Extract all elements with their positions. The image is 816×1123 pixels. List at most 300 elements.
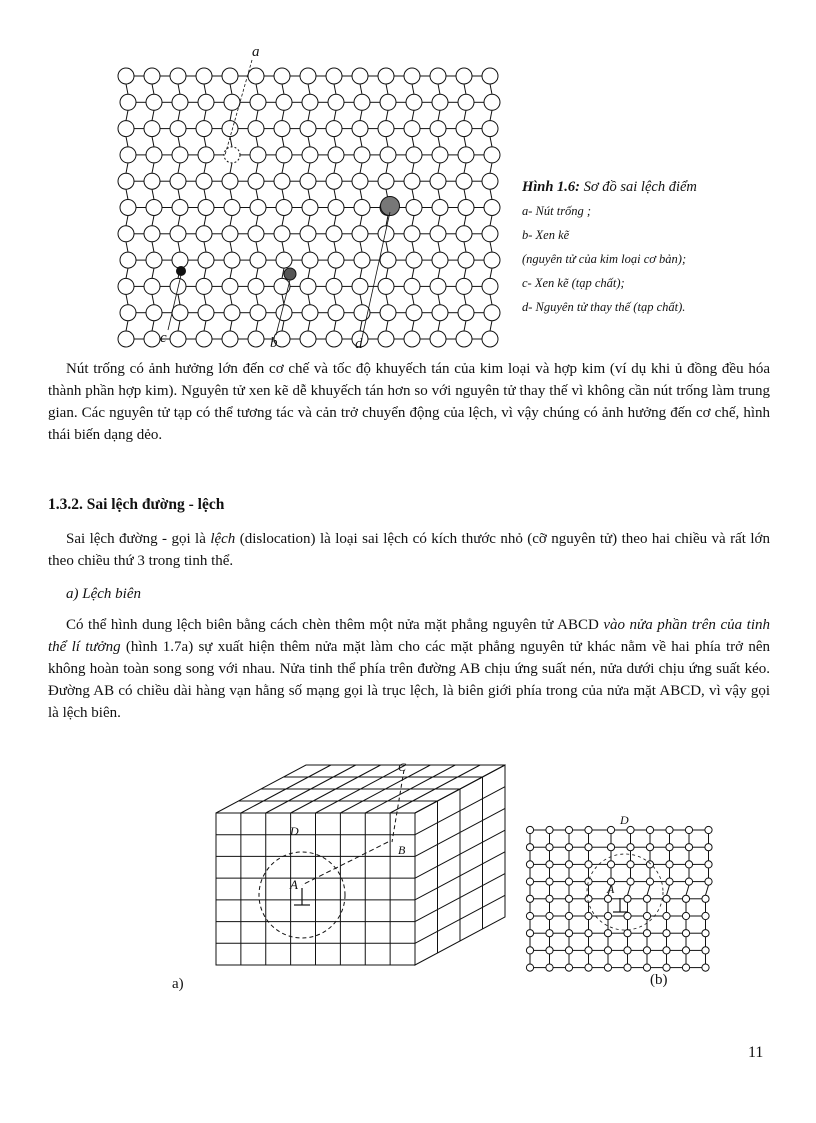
lattice-atom <box>404 226 420 242</box>
lattice-atom <box>624 947 631 954</box>
lattice-atom <box>526 826 533 833</box>
lattice-atom <box>328 200 344 216</box>
lattice-atom <box>302 94 318 110</box>
caption-item-c: c- Xen kẽ (tạp chất); <box>522 276 625 290</box>
lattice-atom <box>404 121 420 137</box>
lattice-bond <box>360 216 362 226</box>
lattice-atom <box>456 121 472 137</box>
caption-title <box>522 176 802 198</box>
lattice-bond <box>204 189 206 199</box>
lattice-atom <box>300 173 316 189</box>
lattice-atom <box>196 173 212 189</box>
lattice-atom <box>196 278 212 294</box>
lattice-bond <box>412 321 414 331</box>
lattice-bond <box>308 110 310 120</box>
lattice-atom <box>352 226 368 242</box>
lattice-atom <box>222 331 238 347</box>
lattice-bond <box>126 137 128 147</box>
lattice-atom <box>565 947 572 954</box>
lattice-atom <box>326 331 342 347</box>
lattice-atom <box>607 861 614 868</box>
lattice-atom <box>624 912 631 919</box>
lattice-bond <box>464 242 466 252</box>
lattice-atom <box>484 94 500 110</box>
lattice-bond <box>706 885 709 895</box>
lattice-atom <box>352 121 368 137</box>
lattice-bond <box>334 137 336 147</box>
lattice-atom <box>224 94 240 110</box>
lattice-atom <box>198 252 214 268</box>
lattice-bond <box>464 84 466 94</box>
lattice-atom <box>222 68 238 84</box>
lattice-bond <box>360 321 362 331</box>
lattice-atom <box>430 331 446 347</box>
label-c: c <box>160 330 167 346</box>
lattice-atom <box>380 305 396 321</box>
lattice-atom <box>482 331 498 347</box>
lattice-bond <box>334 216 336 226</box>
lattice-bond <box>308 189 310 199</box>
lattice-atom <box>685 878 692 885</box>
lattice-atom <box>666 844 673 851</box>
lattice-bond <box>308 163 310 173</box>
lattice-bond <box>308 268 310 278</box>
lattice-atom <box>458 200 474 216</box>
lattice-atom <box>526 844 533 851</box>
lattice-atom <box>144 68 160 84</box>
lattice-bond <box>282 242 284 252</box>
lattice-bond <box>178 189 180 199</box>
lattice-atom <box>565 912 572 919</box>
lattice-bond <box>464 189 466 199</box>
paragraph-1: Nút trống có ảnh hưởng lớn đến cơ chế và tốc độ khuyếch tán của kim loại và hợp kim (ví dụ khi ủ đồng đều hóa thành phần hợp kim). Nguyên tử xen kẽ dễ khuyếch tán hơn so với nguyên tử thay thế vì không cần nút trống làm trung gian. Các nguyên tử tạp có thể tương tác và cản trở chuyển động của lệch, vì vậy chúng có ảnh hưởng đến cơ chế, hình thái biến dạng dẻo. <box>48 361 770 443</box>
lattice-atom <box>643 930 650 937</box>
lattice-bond <box>386 242 388 252</box>
lattice-atom <box>666 826 673 833</box>
lattice-atom <box>224 252 240 268</box>
lattice-atom <box>585 878 592 885</box>
lattice-atom <box>222 121 238 137</box>
lattice-bond <box>282 321 284 331</box>
lattice-atom <box>604 912 611 919</box>
lattice-atom <box>585 826 592 833</box>
lattice-atom <box>302 200 318 216</box>
lattice-atom <box>482 173 498 189</box>
lattice-atom <box>526 861 533 868</box>
lattice-atom <box>380 147 396 163</box>
lattice-atom <box>404 278 420 294</box>
lattice-bond <box>386 268 388 278</box>
lattice-bond <box>490 321 492 331</box>
lattice-bond <box>126 321 128 331</box>
lattice-bond <box>230 294 232 304</box>
lattice-atom <box>352 68 368 84</box>
lattice-bond <box>438 163 440 173</box>
lattice-atom <box>352 278 368 294</box>
lattice-atom <box>663 912 670 919</box>
lattice-atom <box>663 964 670 971</box>
lattice-atom <box>196 226 212 242</box>
lattice-atom <box>682 912 689 919</box>
lattice-atom <box>526 878 533 885</box>
lattice-bond <box>308 84 310 94</box>
lattice-bond <box>282 137 284 147</box>
lattice-atom <box>458 305 474 321</box>
lattice-atom <box>326 278 342 294</box>
lattice-bond <box>256 216 258 226</box>
lattice-bond <box>152 163 154 173</box>
lattice-atom <box>705 861 712 868</box>
lattice-atom <box>274 278 290 294</box>
lattice-atom <box>146 252 162 268</box>
lattice-atom <box>274 121 290 137</box>
point-a-label-b: A <box>607 882 615 896</box>
lattice-atom <box>276 305 292 321</box>
lattice-bond <box>230 110 232 120</box>
lattice-atom <box>430 173 446 189</box>
lattice-atom <box>172 147 188 163</box>
lattice-atom <box>146 147 162 163</box>
lattice-atom <box>250 305 266 321</box>
lattice-bond <box>412 189 414 199</box>
lattice-bond <box>334 163 336 173</box>
lattice-atom <box>702 912 709 919</box>
lattice-atom <box>248 173 264 189</box>
lattice-bond <box>282 216 284 226</box>
paragraph-2-end: (dislocation) là loại sai lệch có kích thước nhỏ (cỡ nguyên tử) theo hai chiều và rất lớn theo chiều thứ 3 trong tinh thể. <box>48 531 770 569</box>
lattice-atom <box>482 68 498 84</box>
lattice-atom <box>300 331 316 347</box>
lattice-bond <box>308 242 310 252</box>
lattice-bond <box>386 321 388 331</box>
lattice-bond <box>490 216 492 226</box>
lattice-atom <box>276 94 292 110</box>
paragraph-3 <box>48 614 770 724</box>
lattice-bond <box>230 268 232 278</box>
lattice-bond <box>490 189 492 199</box>
lattice-atom <box>546 895 553 902</box>
lattice-atom <box>326 226 342 242</box>
lattice-bond <box>230 321 232 331</box>
lattice-atom <box>456 278 472 294</box>
lattice-atom <box>250 147 266 163</box>
lattice-bond <box>178 242 180 252</box>
lattice-atom <box>430 121 446 137</box>
lattice-bond <box>360 84 362 94</box>
lattice-atom <box>432 252 448 268</box>
lattice-1-6 <box>118 68 500 347</box>
lattice-bond <box>412 137 414 147</box>
lattice-bond <box>282 163 284 173</box>
lattice-atom <box>705 878 712 885</box>
lattice-atom <box>646 878 653 885</box>
lattice-atom <box>354 252 370 268</box>
lattice-atom <box>565 844 572 851</box>
lattice-atom <box>685 844 692 851</box>
lattice-atom <box>705 826 712 833</box>
lattice-atom <box>646 826 653 833</box>
section-heading: 1.3.2. Sai lệch đường - lệch <box>48 496 225 513</box>
lattice-atom <box>546 826 553 833</box>
lattice-bond <box>126 216 128 226</box>
lattice-atom <box>546 861 553 868</box>
lattice-atom <box>172 94 188 110</box>
lattice-bond <box>204 294 206 304</box>
lattice-atom <box>607 826 614 833</box>
lattice-bond <box>204 110 206 120</box>
lattice-bond <box>256 84 258 94</box>
lattice-atom <box>300 278 316 294</box>
lattice-atom <box>585 947 592 954</box>
lattice-atom <box>170 331 186 347</box>
lattice-atom <box>196 331 212 347</box>
label-a: a <box>252 44 260 60</box>
lattice-atom <box>604 964 611 971</box>
lattice-atom <box>196 68 212 84</box>
lattice-bond <box>464 294 466 304</box>
lattice-atom <box>302 305 318 321</box>
lattice-atom <box>328 252 344 268</box>
lattice-bond <box>204 137 206 147</box>
lattice-atom <box>546 947 553 954</box>
lattice-atom <box>328 305 344 321</box>
lattice-bond <box>256 189 258 199</box>
lattice-atom <box>565 895 572 902</box>
lattice-atom <box>326 173 342 189</box>
lattice-atom <box>456 226 472 242</box>
lattice-bond <box>152 242 154 252</box>
caption-item-a: a- Nút trống ; <box>522 204 592 218</box>
lattice-bond <box>152 137 154 147</box>
lattice-atom <box>118 121 134 137</box>
lattice-atom <box>120 200 136 216</box>
lattice-atom <box>458 252 474 268</box>
lattice-atom <box>482 226 498 242</box>
lattice-bond <box>667 885 670 895</box>
lattice-atom <box>170 226 186 242</box>
lattice-bond <box>438 110 440 120</box>
lattice-atom <box>146 305 162 321</box>
lattice-atom <box>702 930 709 937</box>
lattice-bond <box>412 163 414 173</box>
lattice-atom <box>682 947 689 954</box>
lattice-atom <box>302 147 318 163</box>
lattice-atom <box>170 173 186 189</box>
lattice-atom <box>682 930 689 937</box>
paragraph-2-term: lệch <box>210 531 236 547</box>
lattice-atom <box>250 200 266 216</box>
lattice-atom <box>118 331 134 347</box>
lattice-bond <box>386 110 388 120</box>
lattice-atom <box>118 68 134 84</box>
lattice-bond <box>334 321 336 331</box>
lattice-bond <box>152 84 154 94</box>
lattice-atom <box>144 278 160 294</box>
lattice-atom <box>378 278 394 294</box>
lattice-atom <box>702 895 709 902</box>
lattice-atom <box>565 826 572 833</box>
lattice-atom <box>585 844 592 851</box>
lattice-bond <box>386 294 388 304</box>
lattice-bond <box>412 216 414 226</box>
lattice-atom <box>250 252 266 268</box>
lattice-bond <box>464 163 466 173</box>
lattice-atom <box>248 121 264 137</box>
lattice-atom <box>378 121 394 137</box>
lattice-bond <box>490 84 492 94</box>
lattice-atom <box>430 278 446 294</box>
point-d-label: D <box>290 824 299 838</box>
caption-item-d: d- Nguyên tử thay thế (tạp chất). <box>522 300 686 314</box>
lattice-atom <box>627 826 634 833</box>
lattice-bond <box>334 268 336 278</box>
lattice-atom <box>198 200 214 216</box>
lattice-atom <box>118 278 134 294</box>
lattice-bond <box>360 268 362 278</box>
lattice-bond <box>490 137 492 147</box>
lattice-bond <box>412 84 414 94</box>
lattice-atom <box>146 94 162 110</box>
lattice-atom <box>326 68 342 84</box>
lattice-atom <box>585 861 592 868</box>
lattice-atom <box>248 68 264 84</box>
paragraph-3-start: Có thể hình dung lệch biên bằng cách chèn thêm một nửa mặt phẳng nguyên tử ABCD <box>66 617 604 633</box>
lattice-bond <box>126 242 128 252</box>
lattice-atom <box>565 861 572 868</box>
lattice-bond <box>178 294 180 304</box>
lattice-atom <box>526 947 533 954</box>
lattice-atom <box>120 147 136 163</box>
lattice-bond <box>282 189 284 199</box>
lattice-bond <box>256 242 258 252</box>
lattice-atom <box>274 173 290 189</box>
lattice-bond <box>464 216 466 226</box>
lattice-atom <box>328 94 344 110</box>
lattice-bond <box>256 268 258 278</box>
lattice-bond <box>490 268 492 278</box>
lattice-atom <box>663 895 670 902</box>
lattice-atom <box>222 173 238 189</box>
lattice-atom <box>643 912 650 919</box>
lattice-bond <box>490 242 492 252</box>
paragraph-3-italic: vào nửa phần trên của tinh thể lí tưởng <box>48 617 770 655</box>
lattice-atom <box>406 200 422 216</box>
lattice-bond <box>126 294 128 304</box>
figure-1-7a-crystal-block <box>200 760 510 980</box>
lattice-bond <box>204 242 206 252</box>
lattice-bond <box>178 163 180 173</box>
lattice-atom <box>546 930 553 937</box>
lattice-bond <box>438 294 440 304</box>
lattice-atom <box>118 173 134 189</box>
lattice-bond <box>686 885 689 895</box>
lattice-atom <box>406 252 422 268</box>
lattice-atom <box>643 947 650 954</box>
lattice-bond <box>386 84 388 94</box>
lattice-bond <box>490 110 492 120</box>
lattice-atom <box>624 895 631 902</box>
lattice-atom <box>482 121 498 137</box>
lattice-bond <box>308 321 310 331</box>
lattice-atom <box>430 68 446 84</box>
lattice-atom <box>585 964 592 971</box>
lattice-bond <box>334 110 336 120</box>
lattice-atom <box>406 94 422 110</box>
lattice-bond <box>464 321 466 331</box>
lattice-atom <box>352 173 368 189</box>
lattice-atom <box>643 895 650 902</box>
lattice-bond <box>178 137 180 147</box>
lattice-atom <box>250 94 266 110</box>
lattice-atom <box>607 844 614 851</box>
lattice-bond <box>256 321 258 331</box>
lattice-bond <box>438 137 440 147</box>
lattice-atom <box>682 964 689 971</box>
lattice-atom <box>702 947 709 954</box>
lattice-bond <box>178 216 180 226</box>
lattice-atom <box>484 147 500 163</box>
lattice-atom <box>274 68 290 84</box>
lattice-bond <box>464 110 466 120</box>
lattice-bond <box>126 163 128 173</box>
lattice-atom <box>685 861 692 868</box>
figure-1-6-lattice-diagram <box>110 42 510 352</box>
lattice-bond <box>152 321 154 331</box>
lattice-atom <box>248 331 264 347</box>
lattice-atom <box>198 305 214 321</box>
lattice-atom <box>627 844 634 851</box>
point-a-label: A <box>290 877 298 892</box>
point-b-label: B <box>398 843 406 857</box>
lattice-atom <box>643 964 650 971</box>
lattice-atom <box>144 173 160 189</box>
lattice-atom <box>144 226 160 242</box>
lattice-bond <box>360 294 362 304</box>
lattice-bond <box>204 268 206 278</box>
figure-1-7a-label: a) <box>172 976 184 992</box>
lattice-atom <box>170 68 186 84</box>
lattice-atom <box>172 305 188 321</box>
caption-title-bold: Hình 1.6: <box>522 179 581 195</box>
lattice-atom <box>663 930 670 937</box>
lattice-atom <box>354 200 370 216</box>
lattice-bond <box>126 189 128 199</box>
lattice-atom <box>666 878 673 885</box>
lattice-bond <box>438 242 440 252</box>
lattice-bond <box>334 189 336 199</box>
lattice-bond <box>126 84 128 94</box>
lattice-atom <box>146 200 162 216</box>
lattice-atom <box>404 331 420 347</box>
lattice-atom <box>406 147 422 163</box>
lattice-bond <box>178 110 180 120</box>
lattice-atom <box>484 252 500 268</box>
lattice-bond <box>464 268 466 278</box>
lattice-bond <box>308 137 310 147</box>
lattice-atom <box>565 964 572 971</box>
lattice-bond <box>360 242 362 252</box>
lattice-atom <box>378 173 394 189</box>
caption-title-text: Sơ đồ sai lệch điểm <box>583 179 697 195</box>
lattice-atom <box>224 200 240 216</box>
lattice-atom <box>406 305 422 321</box>
lattice-bond <box>204 163 206 173</box>
lattice-atom <box>546 964 553 971</box>
lattice-atom <box>378 331 394 347</box>
point-d-label-b: D <box>620 813 629 827</box>
figure-1-7b-lattice <box>520 810 720 975</box>
lattice-bond <box>204 216 206 226</box>
